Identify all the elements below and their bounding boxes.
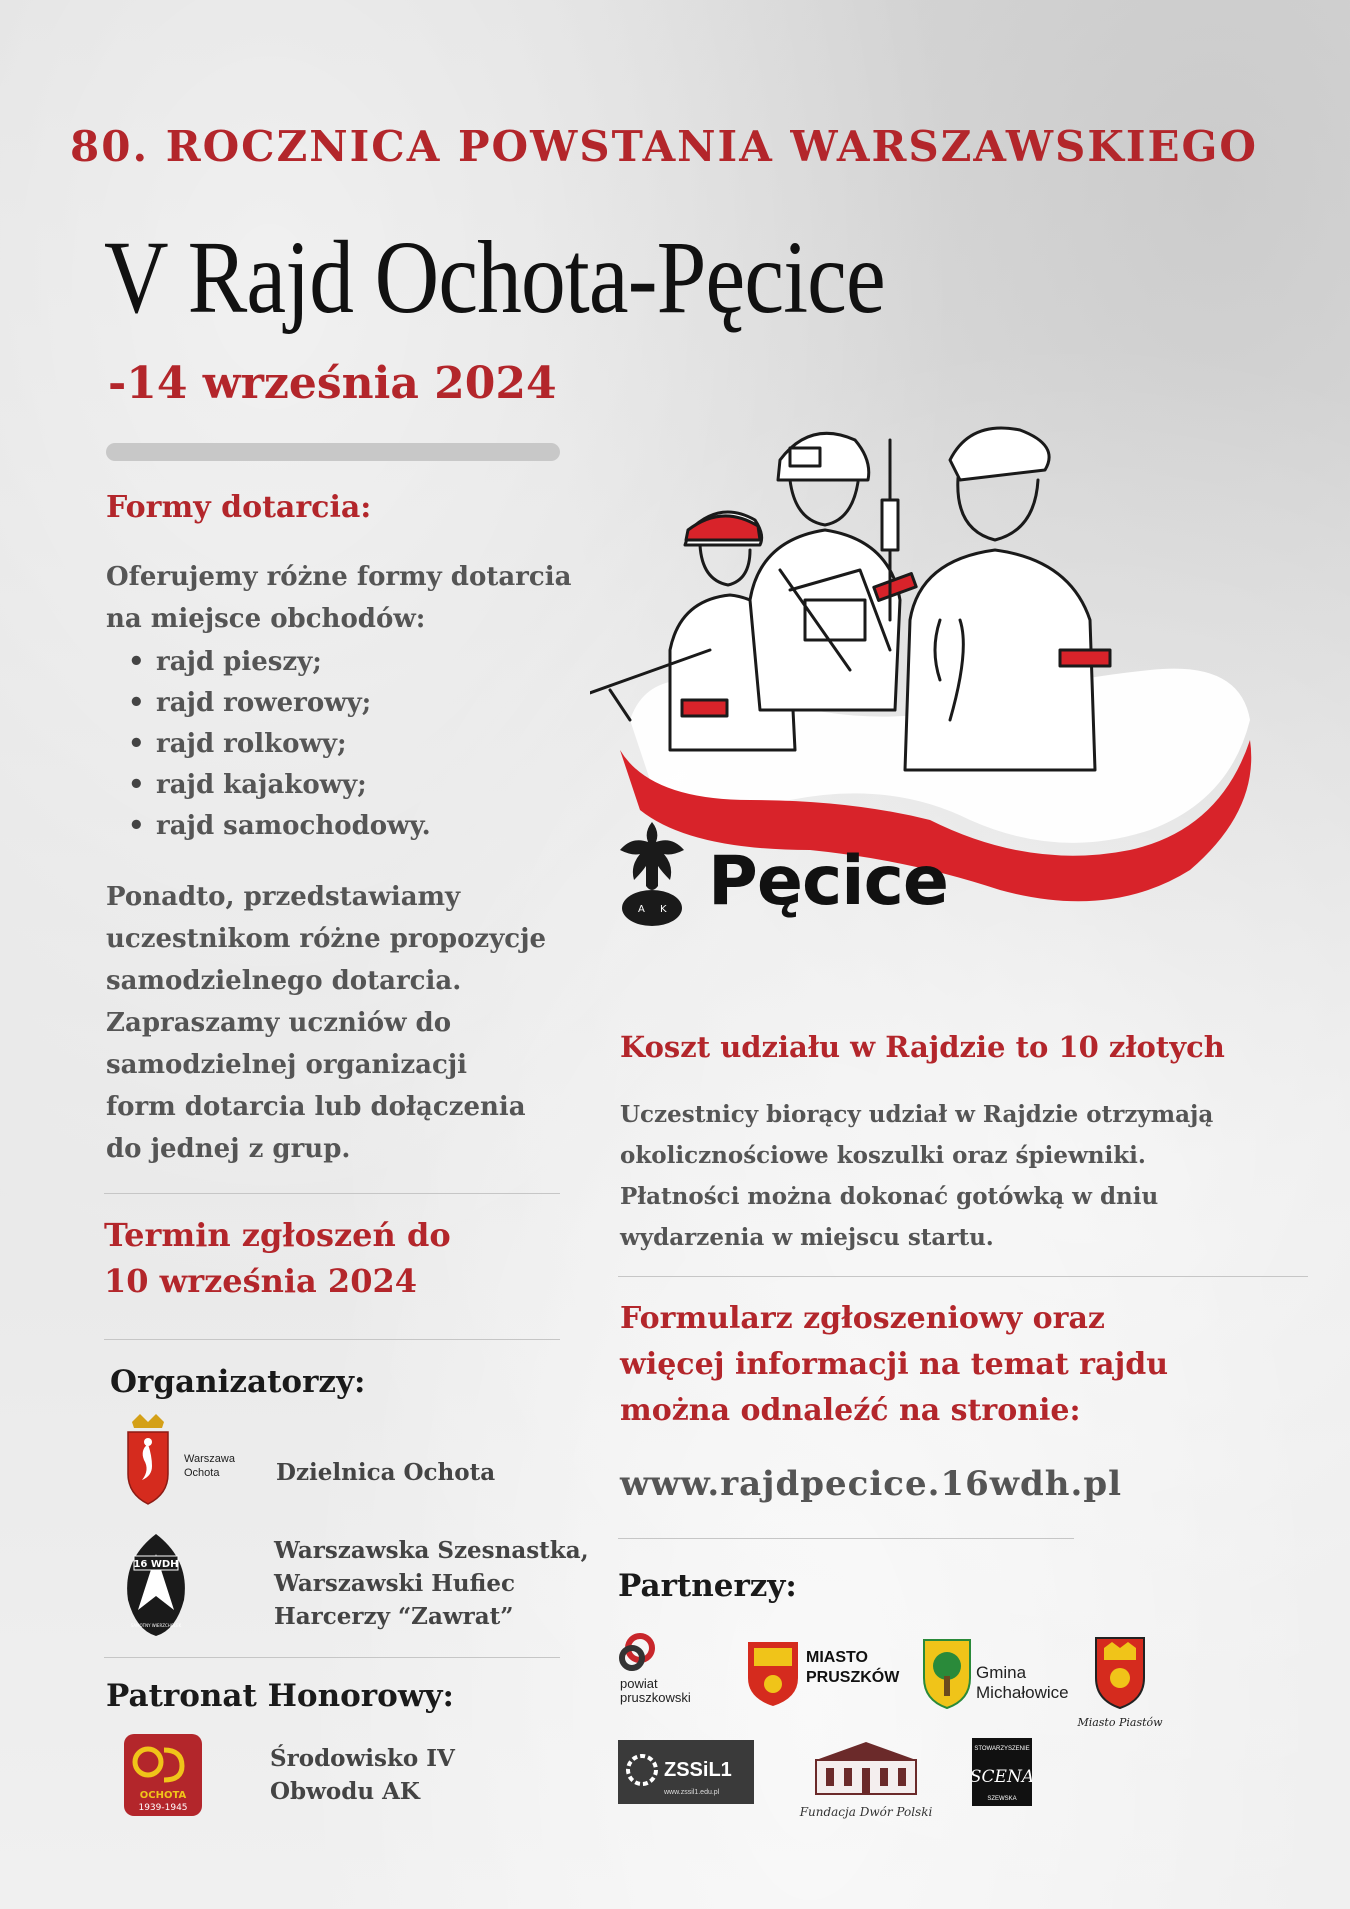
access-extra bbox=[106, 876, 586, 1170]
svg-text:powiat bbox=[620, 1676, 658, 1691]
logo-text: Gmina bbox=[976, 1663, 1027, 1682]
list-item: • rajd kajakowy; bbox=[106, 765, 586, 806]
event-date: -14 września 2024 bbox=[108, 358, 557, 409]
logo-text: 1939-1945 bbox=[138, 1803, 188, 1813]
svg-text:Fundacja Dwór Polski bbox=[799, 1805, 933, 1819]
organizer-name-block bbox=[274, 1534, 589, 1633]
form-info bbox=[620, 1296, 1300, 1434]
svg-text:K: K bbox=[660, 904, 667, 915]
svg-text:SAMOTNY WIERZCHOLEK bbox=[131, 1623, 182, 1628]
access-extra-line: uczestnikom różne propozycje bbox=[106, 924, 547, 954]
partner-logo-miasto-pruszkow bbox=[746, 1638, 906, 1708]
organizer-name: Warszawski Hufiec bbox=[274, 1570, 516, 1597]
partner-logo-miasto-piastow bbox=[1066, 1634, 1176, 1730]
svg-text:pruszkowski bbox=[620, 1690, 691, 1705]
logo-text: PRUSZKÓW bbox=[806, 1669, 900, 1686]
access-methods-list bbox=[106, 642, 586, 847]
event-title: V Rajd Ochota-Pęcice bbox=[104, 220, 885, 335]
miasto-pruszkow-icon bbox=[746, 1638, 906, 1708]
access-extra-line: do jednej z grup. bbox=[106, 1134, 351, 1164]
svg-text:A: A bbox=[638, 904, 645, 915]
cost-line: wydarzenia w miejscu startu. bbox=[620, 1224, 994, 1251]
svg-text:Michałowice bbox=[976, 1683, 1069, 1702]
divider bbox=[104, 1657, 560, 1658]
logo-text: pruszkowski bbox=[620, 1690, 691, 1705]
list-item: • rajd samochodowy. bbox=[106, 806, 586, 847]
zssil1-icon bbox=[618, 1740, 754, 1804]
eagle-emblem bbox=[612, 816, 692, 936]
manor-house-icon bbox=[796, 1738, 936, 1822]
divider bbox=[104, 1193, 560, 1194]
deadline-line: 10 września 2024 bbox=[104, 1262, 417, 1300]
pecice-wordmark: Pęcice bbox=[708, 842, 949, 921]
logo-text: SAMOTNY WIERZCHOLEK bbox=[130, 1623, 182, 1628]
cost-line: Uczestnicy biorący udział w Rajdzie otrzymają bbox=[620, 1101, 1214, 1128]
warsaw-ochota-logo bbox=[118, 1412, 248, 1512]
access-heading: Formy dotarcia: bbox=[106, 490, 372, 525]
logo-text: Warszawa bbox=[184, 1453, 235, 1465]
logo-text: powiat bbox=[620, 1676, 658, 1691]
logo-text: ZSSiL1 bbox=[664, 1759, 732, 1781]
ak-ochota-badge-icon bbox=[120, 1730, 206, 1820]
miasto-piastow-icon bbox=[1066, 1634, 1176, 1730]
access-extra-line: form dotarcia lub dołączenia bbox=[106, 1092, 526, 1122]
logo-text: Michałowice bbox=[976, 1683, 1069, 1702]
svg-text:ZSSiL1 bbox=[664, 1759, 732, 1781]
logo-text: www.zssil1.edu.pl bbox=[664, 1789, 720, 1796]
svg-text:OCHOTA bbox=[140, 1790, 187, 1801]
svg-text:Gmina bbox=[976, 1663, 1027, 1682]
cost-text bbox=[620, 1094, 1270, 1258]
access-extra-line: Zapraszamy uczniów do bbox=[106, 1008, 452, 1038]
organizer-name: Harcerzy “Zawrat” bbox=[274, 1603, 514, 1630]
gmina-michalowice-icon bbox=[922, 1638, 1082, 1712]
svg-text:SCENA bbox=[972, 1767, 1032, 1787]
access-extra-line: samodzielnego dotarcia. bbox=[106, 966, 462, 996]
form-line: Formularz zgłoszeniowy oraz bbox=[620, 1301, 1105, 1336]
svg-text:Ochota bbox=[184, 1467, 220, 1479]
logo-text: SZEWSKA bbox=[987, 1796, 1017, 1802]
cost-line: Płatności można dokonać gotówką w dniu bbox=[620, 1183, 1159, 1210]
logo-text: 16 WDH bbox=[133, 1559, 179, 1570]
cost-line: okolicznościowe koszulki oraz śpiewniki. bbox=[620, 1142, 1146, 1169]
partner-logo-powiat-pruszkowski bbox=[618, 1628, 738, 1708]
deadline-line: Termin zgłoszeń do bbox=[104, 1216, 451, 1254]
list-item: • rajd pieszy; bbox=[106, 642, 586, 683]
divider bbox=[618, 1276, 1308, 1277]
svg-text:STOWARZYSZENIE bbox=[974, 1746, 1029, 1752]
logo-text: Ochota bbox=[184, 1467, 220, 1479]
patron-name: Środowisko IV bbox=[270, 1745, 455, 1772]
patron-name-block bbox=[270, 1742, 455, 1808]
organizer-name: Dzielnica Ochota bbox=[276, 1459, 496, 1486]
access-extra-line: Ponadto, przedstawiamy bbox=[106, 882, 461, 912]
website-link[interactable]: www.rajdpecice.16wdh.pl bbox=[620, 1464, 1123, 1504]
svg-text:1939-1945 bbox=[138, 1803, 187, 1813]
16wdh-logo bbox=[116, 1530, 196, 1640]
patronage-heading: Patronat Honorowy: bbox=[106, 1678, 454, 1714]
warsaw-mermaid-crest-icon bbox=[118, 1412, 248, 1512]
16wdh-badge-icon bbox=[116, 1530, 196, 1640]
svg-text:www.zssil1.edu.pl bbox=[663, 1789, 720, 1796]
partner-logo-fundacja-dwor-polski bbox=[796, 1738, 936, 1822]
access-extra-line: samodzielnej organizacji bbox=[106, 1050, 468, 1080]
svg-text:Miasto Piastów bbox=[1076, 1716, 1163, 1729]
organizers-heading: Organizatorzy: bbox=[110, 1364, 366, 1400]
cost-heading: Koszt udziału w Rajdzie to 10 złotych bbox=[620, 1030, 1225, 1064]
logo-text: OCHOTA bbox=[139, 1790, 187, 1801]
logo-text: Fundacja Dwór Polski bbox=[799, 1805, 933, 1819]
divider bbox=[618, 1538, 1074, 1539]
logo-text: STOWARZYSZENIE bbox=[974, 1746, 1030, 1752]
deadline-block bbox=[104, 1212, 451, 1304]
list-item: • rajd rowerowy; bbox=[106, 683, 586, 724]
access-intro-line: na miejsce obchodów: bbox=[106, 604, 426, 634]
patron-name: Obwodu AK bbox=[270, 1778, 420, 1805]
organizer-name: Warszawska Szesnastka, bbox=[274, 1537, 589, 1564]
scena-icon bbox=[972, 1738, 1032, 1806]
partner-logo-gmina-michalowice bbox=[922, 1638, 1082, 1712]
partners-heading: Partnerzy: bbox=[618, 1568, 797, 1604]
svg-text:MIASTO bbox=[806, 1649, 868, 1666]
logo-text: SCENA bbox=[972, 1767, 1032, 1787]
ak-ochota-logo bbox=[120, 1730, 206, 1820]
svg-text:SZEWSKA bbox=[987, 1796, 1016, 1802]
title-underline-bar bbox=[106, 443, 560, 461]
list-item: • rajd rolkowy; bbox=[106, 724, 586, 765]
event-kicker: 80. ROCZNICA POWSTANIA WARSZAWSKIEGO bbox=[70, 122, 1258, 171]
logo-text: MIASTO bbox=[806, 1649, 868, 1666]
svg-text:Warszawa bbox=[184, 1453, 236, 1465]
logo-text: Miasto Piastów bbox=[1077, 1716, 1163, 1729]
divider bbox=[104, 1339, 560, 1340]
access-intro bbox=[106, 556, 586, 640]
powiat-pruszkowski-icon bbox=[618, 1628, 738, 1708]
access-intro-line: Oferujemy różne formy dotarcia bbox=[106, 562, 572, 592]
form-line: więcej informacji na temat rajdu bbox=[620, 1347, 1169, 1382]
form-line: można odnaleźć na stronie: bbox=[620, 1393, 1081, 1428]
partner-logo-scena bbox=[972, 1738, 1032, 1806]
svg-text:PRUSZKÓW bbox=[806, 1667, 900, 1686]
eagle-icon bbox=[612, 816, 692, 936]
partner-logo-zssil1 bbox=[618, 1740, 754, 1804]
svg-text:16 WDH bbox=[133, 1559, 178, 1570]
